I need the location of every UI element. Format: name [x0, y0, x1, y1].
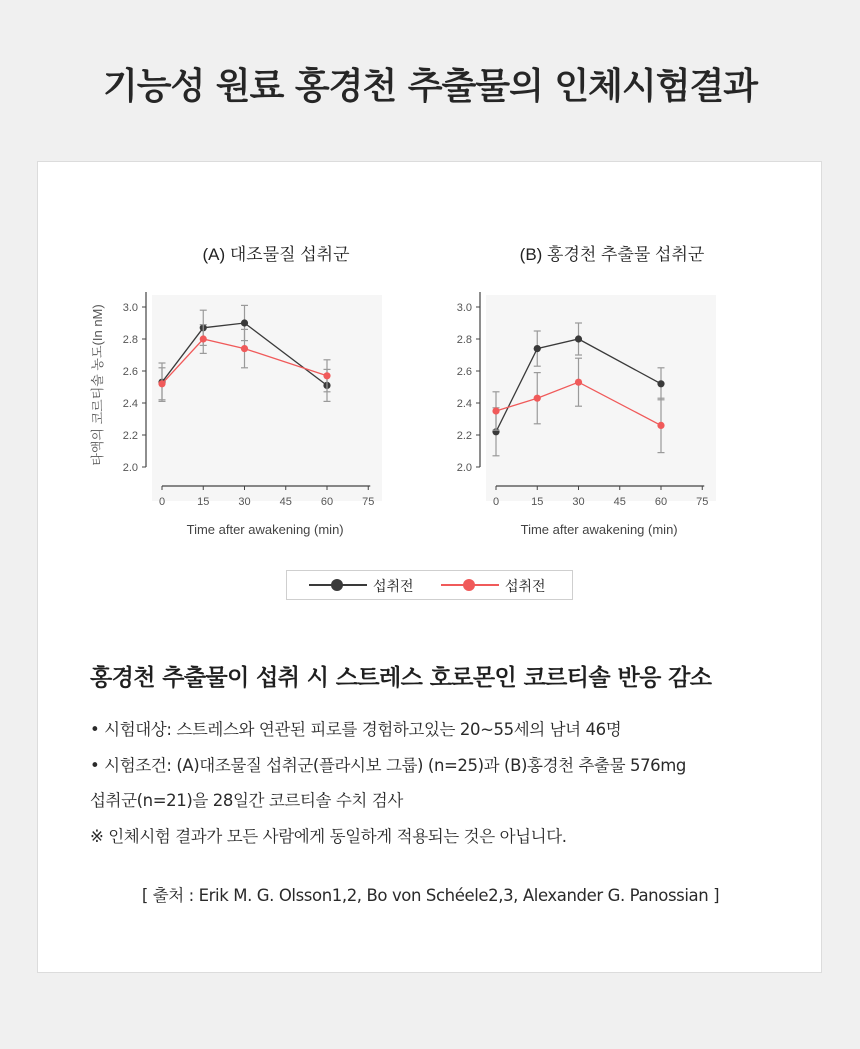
x-tick-label: 15: [531, 496, 544, 508]
x-tick-label: 60: [654, 496, 668, 508]
series-dark-point: [241, 319, 248, 326]
series-red-point: [657, 422, 664, 429]
x-tick-label: 75: [362, 496, 375, 508]
x-tick-label: 15: [197, 496, 210, 508]
series-red-point: [575, 379, 582, 386]
desc-conditions: • 시험조건: (A)대조물질 섭취군(플라시보 그룹) (n=25)과 (B)홍경천 추출물 576mg: [90, 755, 687, 775]
y-tick-label: 3.0: [456, 302, 472, 314]
y-tick-label: 2.8: [456, 334, 472, 346]
x-tick-label: 45: [613, 496, 626, 508]
y-tick-label: 2.2: [122, 430, 138, 442]
y-tick-label: 2.4: [122, 398, 138, 410]
x-tick-label: 30: [238, 496, 251, 508]
y-tick-label: 3.0: [122, 302, 138, 314]
x-tick-label: 60: [320, 496, 334, 508]
series-dark-point: [575, 335, 582, 342]
chart-title: (A) 대조물질 섭취군: [202, 245, 350, 264]
y-tick-label: 2.0: [122, 462, 138, 474]
series-red-point: [200, 335, 207, 342]
description: [90, 712, 790, 854]
series-dark-point: [657, 380, 664, 387]
plot-background: [152, 295, 382, 501]
series-red-point: [323, 372, 330, 379]
y-axis-label: 타액의 코르티솔 농도(In nM): [90, 304, 105, 466]
x-tick-label: 30: [572, 496, 585, 508]
series-dark-point: [534, 345, 541, 352]
headline: 홍경천 추출물이 섭취 시 스트레스 호로몬인 코르티솔 반응 감소: [90, 665, 712, 691]
series-red-point: [534, 395, 541, 402]
plot-background: [486, 295, 716, 501]
y-tick-label: 2.0: [456, 462, 472, 474]
page-title: 기능성 원료 홍경천 추출물의 인체시험결과: [102, 66, 758, 107]
x-tick-label: 45: [279, 496, 292, 508]
x-tick-label: 75: [696, 496, 709, 508]
desc-subjects: • 시험대상: 스트레스와 연관된 피로를 경험하고있는 20~55세의 남녀 46명: [90, 720, 622, 739]
x-tick-label: 0: [158, 496, 166, 508]
series-red-point: [492, 407, 499, 414]
chart-legend: [286, 570, 573, 600]
legend-label-red: 섭취전: [505, 579, 546, 595]
y-tick-label: 2.2: [456, 430, 472, 442]
desc-conditions-cont: 섭취군(n=21)을 28일간 코르티솔 수치 검사: [90, 791, 403, 810]
legend-dot-red: [463, 579, 475, 591]
chart-title: (B) 홍경천 추출물 섭취군: [519, 245, 705, 264]
result-card: [37, 161, 822, 973]
charts-svg: [38, 162, 823, 562]
legend-label-dark: 섭취전: [373, 579, 414, 595]
series-red-point: [241, 345, 248, 352]
legend-dot-dark: [331, 579, 343, 591]
y-tick-label: 2.6: [122, 366, 138, 378]
source-citation: [ 출처 : Erik M. G. Olsson1,2, Bo von Schéele2,3, Alexander G. Panossian ]: [141, 886, 720, 905]
desc-disclaimer: ※ 인체시험 결과가 모든 사람에게 동일하게 적용되는 것은 아닙니다.: [90, 826, 567, 846]
chart-panel-b: [457, 244, 716, 537]
chart-panel-a: [90, 244, 382, 537]
series-red-point: [158, 380, 165, 387]
x-axis-label: Time after awakening (min): [520, 522, 678, 537]
y-tick-label: 2.4: [456, 398, 472, 410]
x-tick-label: 0: [492, 496, 500, 508]
y-tick-label: 2.8: [122, 334, 138, 346]
y-tick-label: 2.6: [456, 366, 472, 378]
x-axis-label: Time after awakening (min): [186, 522, 344, 537]
